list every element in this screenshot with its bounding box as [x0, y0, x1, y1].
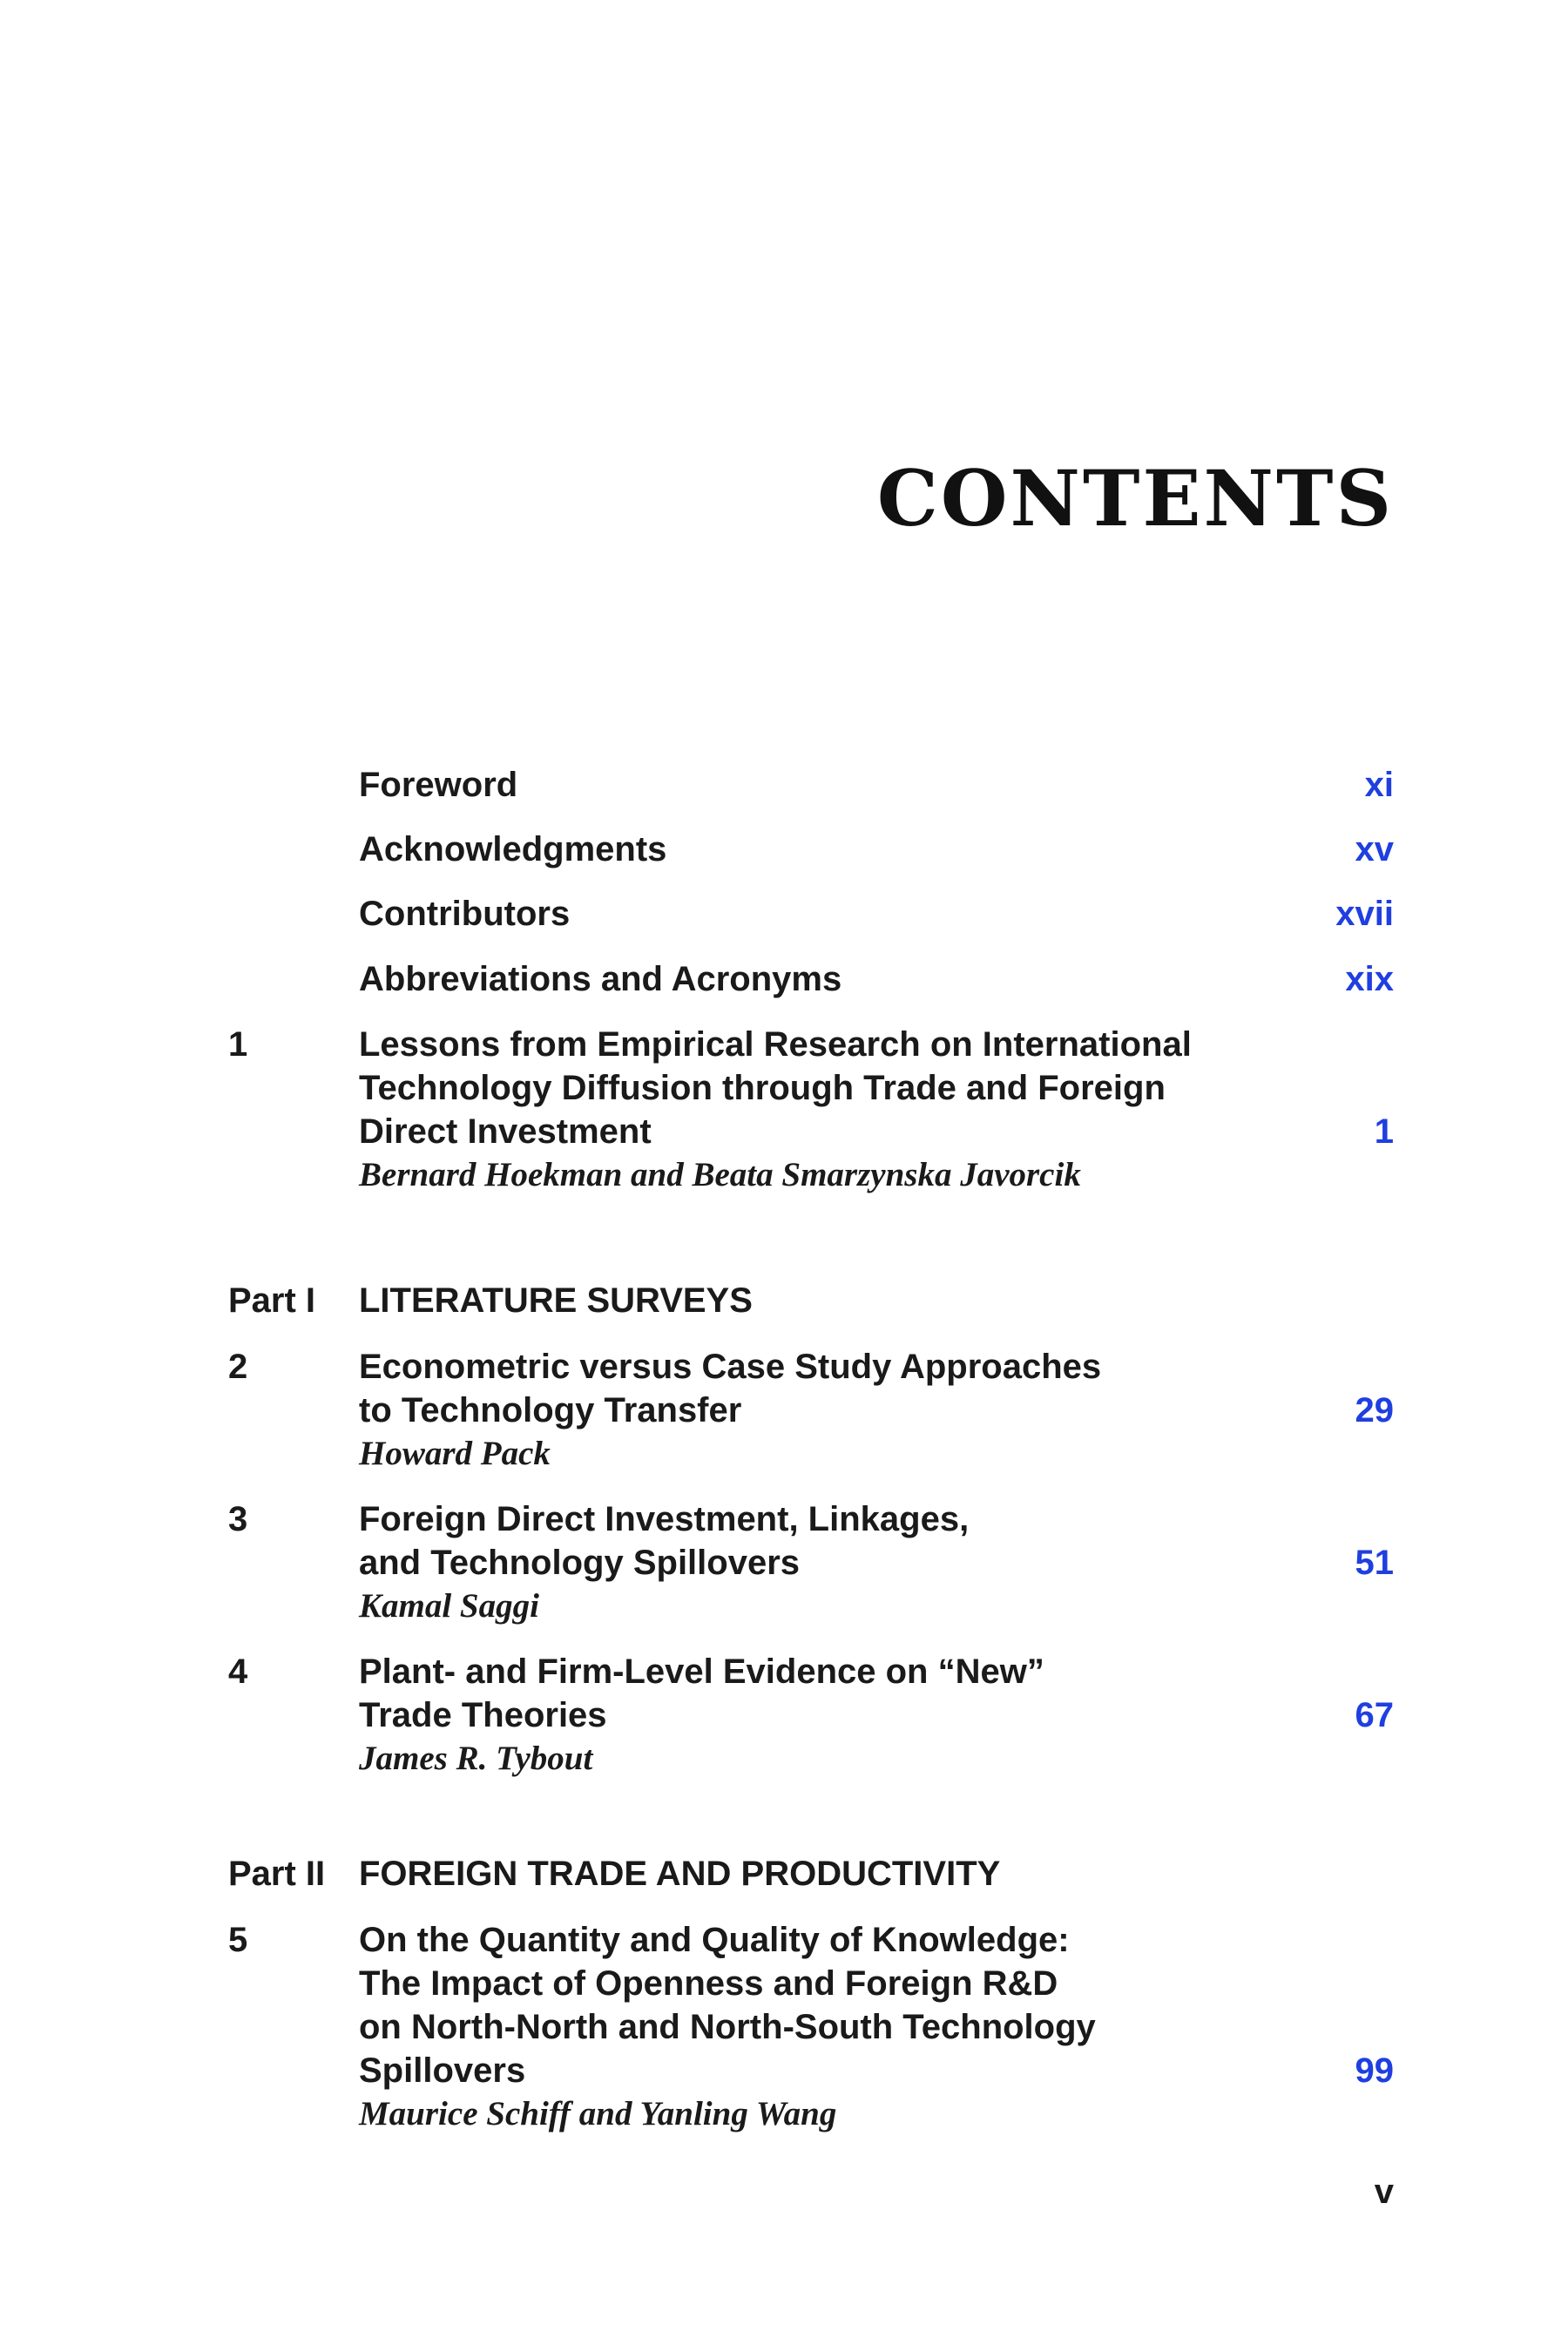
chapter-author: James R. Tybout [359, 1740, 593, 1777]
part-heading-2 [228, 1852, 1394, 1896]
page-link[interactable]: xix [1345, 960, 1394, 998]
chapter-number: 5 [228, 1921, 248, 1959]
part-heading-1 [228, 1279, 1394, 1322]
part-title: FOREIGN TRADE AND PRODUCTIVITY [359, 1855, 1001, 1893]
part-label: Part II [228, 1855, 326, 1893]
toc-entry-acknowledgments[interactable] [228, 828, 1394, 871]
folio-page-number: v [1374, 2173, 1394, 2211]
title-line: and Technology Spillovers [359, 1544, 801, 1582]
page-link[interactable]: 1 [1374, 1112, 1394, 1151]
title-line: The Impact of Openness and Foreign R&D [359, 1964, 1058, 2003]
chapter-title [359, 1345, 1230, 1476]
chapter-number: 4 [228, 1652, 248, 1691]
chapter-number: 1 [228, 1025, 248, 1064]
part-label: Part I [228, 1281, 316, 1320]
toc-entry-chapter-4[interactable] [228, 1650, 1394, 1781]
chapter-title [359, 1023, 1230, 1197]
title-line: to Technology Transfer [359, 1391, 742, 1429]
title-line: On the Quantity and Quality of Knowledge: [359, 1921, 1070, 1959]
page-link[interactable]: xi [1364, 766, 1394, 804]
chapter-number: 3 [228, 1500, 248, 1538]
entry-title: Acknowledgments [359, 830, 667, 868]
title-line: Foreign Direct Investment, Linkages, [359, 1500, 970, 1538]
title-line: Direct Investment [359, 1112, 652, 1151]
page-title: CONTENTS [876, 453, 1394, 544]
page-link[interactable]: 29 [1355, 1391, 1394, 1429]
chapter-title [359, 1497, 1230, 1628]
title-line: on North-North and North-South Technology [359, 2008, 1096, 2046]
page-link[interactable]: 51 [1355, 1544, 1394, 1582]
toc-entry-abbreviations[interactable] [228, 957, 1394, 1001]
entry-title: Abbreviations and Acronyms [359, 960, 842, 998]
chapter-number: 2 [228, 1348, 248, 1386]
part-title: LITERATURE SURVEYS [359, 1281, 753, 1320]
chapter-author: Howard Pack [359, 1435, 551, 1472]
title-line: Trade Theories [359, 1696, 607, 1734]
toc-entry-chapter-3[interactable] [228, 1497, 1394, 1628]
page-link[interactable]: 67 [1355, 1696, 1394, 1734]
chapter-author: Kamal Saggi [359, 1587, 539, 1625]
entry-title: Foreword [359, 766, 518, 804]
chapter-title [359, 1918, 1230, 2136]
toc-entry-foreword[interactable] [228, 763, 1394, 807]
toc-entry-chapter-5[interactable] [228, 1918, 1394, 2136]
toc-entry-contributors[interactable] [228, 892, 1394, 936]
page-link[interactable]: xvii [1335, 895, 1394, 933]
page-link[interactable]: 99 [1355, 2051, 1394, 2090]
title-line: Technology Diffusion through Trade and Foreign [359, 1069, 1166, 1107]
entry-title: Contributors [359, 895, 571, 933]
chapter-author: Bernard Hoekman and Beata Smarzynska Javorcik [359, 1156, 1081, 1193]
title-line: Lessons from Empirical Research on International [359, 1025, 1192, 1064]
chapter-title [359, 1650, 1230, 1781]
title-line: Plant- and Firm-Level Evidence on “New” [359, 1652, 1044, 1691]
toc-entry-chapter-1[interactable] [228, 1023, 1394, 1197]
title-line: Spillovers [359, 2051, 526, 2090]
toc-entry-chapter-2[interactable] [228, 1345, 1394, 1476]
chapter-author: Maurice Schiff and Yanling Wang [359, 2095, 837, 2132]
page-link[interactable]: xv [1355, 830, 1394, 868]
title-line: Econometric versus Case Study Approaches [359, 1348, 1102, 1386]
